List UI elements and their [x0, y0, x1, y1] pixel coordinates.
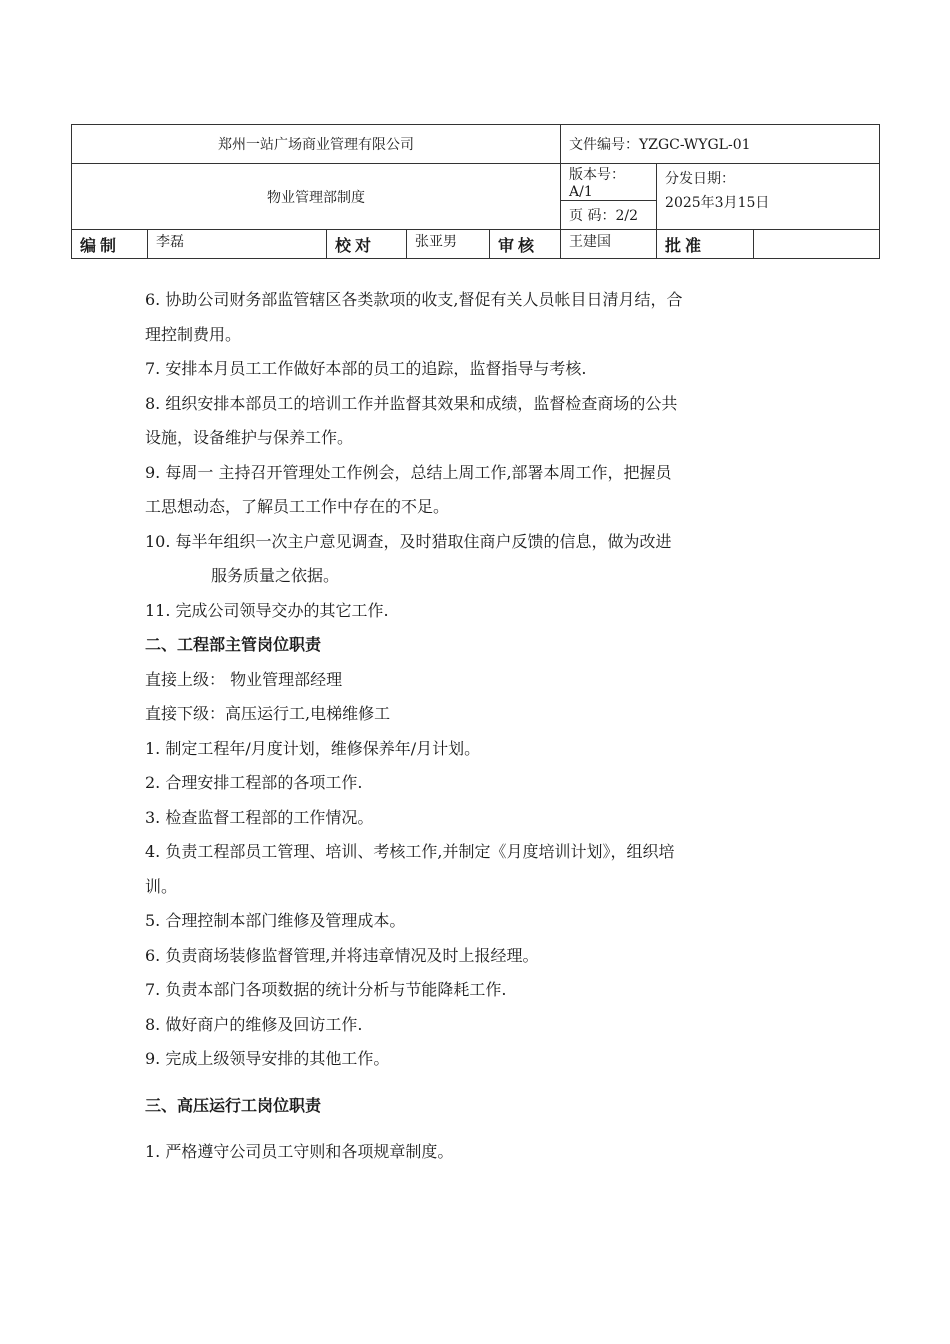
proofreader-name: 张亚男 — [407, 230, 490, 259]
issue-date — [657, 164, 880, 230]
section-heading: 二、工程部主管岗位职责 — [145, 635, 322, 654]
compiler-name: 李磊 — [148, 230, 327, 259]
spacer — [145, 1077, 825, 1089]
paragraph-line: 6. 负责商场装修监督管理,并将违章情况及时上报经理。 — [145, 945, 539, 965]
version-number: 版本号：A/1 — [561, 164, 657, 201]
paragraph-line: 6. 协助公司财务部监管辖区各类款项的收支,督促有关人员帐目日清月结，合 — [145, 290, 683, 309]
paragraph-line: 设施，设备维护与保养工作。 — [145, 428, 354, 447]
paragraph-line: 理控制费用。 — [145, 324, 242, 344]
paragraph-line: 7. 安排本月员工工作做好本部的员工的追踪，监督指导与考核. — [145, 359, 587, 378]
spacer — [145, 1123, 825, 1135]
paragraph-line: 直接上级： 物业管理部经理 — [145, 669, 343, 689]
document-header-table — [71, 124, 880, 259]
document-body — [145, 283, 825, 1170]
page-number: 页 码：2/2 — [561, 201, 657, 230]
approve-label: 批准 — [657, 230, 754, 259]
paragraph-line: 工思想动态，了解员工工作中存在的不足。 — [145, 497, 450, 516]
paragraph-line: 服务质量之依据。 — [211, 566, 340, 585]
paragraph-line: 9. 每周一 主持召开管理处工作例会，总结上周工作,部署本周工作，把握员 — [145, 462, 672, 482]
paragraph-line: 8. 组织安排本部员工的培训工作并监督其效果和成绩，监督检查商场的公共 — [145, 393, 678, 413]
paragraph-line: 4. 负责工程部员工管理、培训、考核工作,并制定《月度培训计划》，组织培 — [145, 842, 675, 861]
document-title: 物业管理部制度 — [72, 164, 561, 230]
paragraph-line: 11. 完成公司领导交办的其它工作. — [145, 600, 389, 620]
reviewer-name: 王建国 — [561, 230, 657, 259]
paragraph-line: 9. 完成上级领导安排的其他工作。 — [145, 1049, 390, 1068]
approver-name — [754, 230, 880, 259]
paragraph-line: 2. 合理安排工程部的各项工作. — [145, 773, 363, 792]
compile-label: 编制 — [72, 230, 148, 259]
paragraph-line: 8. 做好商户的维修及回访工作. — [145, 1014, 363, 1034]
paragraph-line: 直接下级：高压运行工,电梯维修工 — [145, 704, 391, 723]
paragraph-line: 10. 每半年组织一次主户意见调查，及时猎取住商户反馈的信息，做为改进 — [145, 531, 672, 551]
paragraph-line: 7. 负责本部门各项数据的统计分析与节能降耗工作. — [145, 980, 507, 999]
paragraph-line: 5. 合理控制本部门维修及管理成本。 — [145, 911, 406, 930]
issue-date-value: 2025年3月15日 — [665, 195, 770, 211]
section-heading: 三、高压运行工岗位职责 — [145, 1095, 322, 1115]
paragraph-line: 3. 检查监督工程部的工作情况。 — [145, 807, 374, 827]
paragraph-line: 训。 — [145, 876, 178, 896]
paragraph-line: 1. 严格遵守公司员工守则和各项规章制度。 — [145, 1142, 454, 1161]
issue-date-label: 分发日期： — [665, 171, 736, 187]
company-name: 郑州一站广场商业管理有限公司 — [72, 125, 561, 164]
review-label: 审核 — [490, 230, 561, 259]
proofread-label: 校对 — [327, 230, 407, 259]
document-number: 文件编号：YZGC-WYGL-01 — [561, 125, 880, 164]
paragraph-line: 1. 制定工程年/月度计划，维修保养年/月计划。 — [145, 738, 481, 758]
